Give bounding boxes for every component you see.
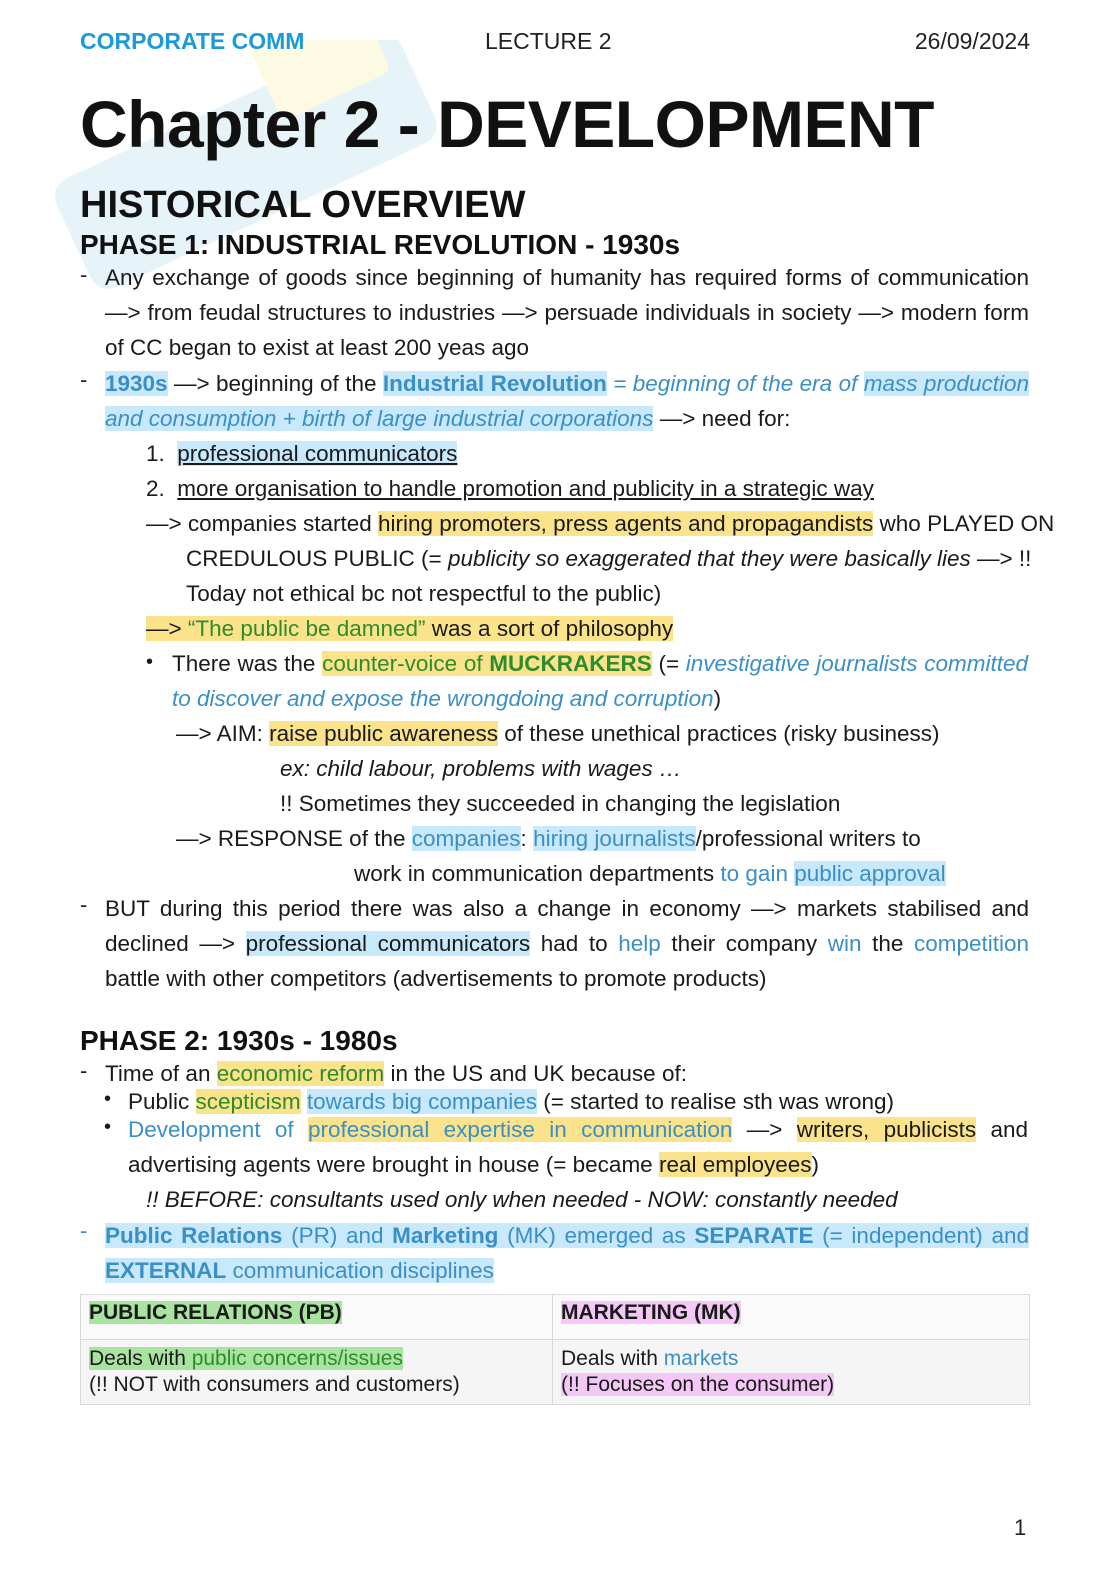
date-label: 26/09/2024 [914,28,1030,54]
response-line-2: work in communication departments to gain public approval [354,861,946,886]
before-now-note: !! BEFORE: consultants used only when needed - NOW: constantly needed [146,1187,898,1212]
hiring-paragraph: —> companies started hiring promoters, press agents and propagandists who PLAYED ON CREDULOUS PUBLIC (= publicity so exaggerated that they were basically lies —> !! Today not ethical bc not respectful to the public) [146,511,1055,606]
pr-vs-mk-table [80,1294,1030,1405]
lecture-label: LECTURE 2 [485,28,612,54]
dash-marker: - [80,262,88,287]
chapter-title: Chapter 2 - DEVELOPMENT [80,87,934,161]
dash-marker: - [80,892,88,917]
response-line: —> RESPONSE of the companies: hiring journalists/professional writers to [176,826,921,851]
phase1-paragraph-1: Any exchange of goods since beginning of humanity has required forms of communication —> from feudal structures to industries —> persuade individuals in society —> modern form of CC began to exist at least 200 yeas ago [105,265,1029,360]
dash-marker: - [80,1218,88,1243]
page-header [80,28,1030,58]
table-cell-mk: Deals with markets (!! Focuses on the consumer) [553,1340,1030,1405]
bullet-dot: • [104,1088,112,1110]
muckrakers-paragraph: There was the counter-voice of MUCKRAKERS (= investigative journalists committed to discover and expose the wrongdoing and corruption) [172,651,1028,711]
course-name: CORPORATE COMM [80,28,305,54]
example-line: ex: child labour, problems with wages … [280,756,682,781]
phase2-heading: PHASE 2: 1930s - 1980s [80,1025,398,1056]
phase1-paragraph-2: 1930s —> beginning of the Industrial Revolution = beginning of the era of mass production and consumption + birth of large industrial corporations —> need for: [105,371,1029,431]
dash-marker: - [80,367,88,392]
dash-marker: - [80,1058,88,1083]
public-be-damned: —> “The public be damned” was a sort of philosophy [146,616,674,641]
phase2-bullet-1: Public scepticism towards big companies (= started to realise sth was wrong) [128,1089,894,1114]
phase1-heading: PHASE 1: INDUSTRIAL REVOLUTION - 1930s [80,229,681,260]
pr-mk-paragraph: Public Relations (PR) and Marketing (MK) emerged as SEPARATE (= independent) and EXTERNAL communication disciplines [105,1223,1029,1283]
page-number: 1 [1014,1515,1027,1540]
table-header-mk: MARKETING (MK) [553,1295,1030,1340]
sometimes-line: !! Sometimes they succeeded in changing the legislation [280,791,841,816]
phase2-bullet-2: Development of professional expertise in communication —> writers, publicists and advertising agents were brought in house (= became real employees) [128,1117,1028,1177]
bullet-dot: • [104,1116,112,1138]
but-paragraph: BUT during this period there was also a change in economy —> markets stabilised and declined —> professional communicators had to help their company win the competition battle with other competitors (advertisements to promote products) [105,896,1030,991]
table-cell-pr: Deals with public concerns/issues (!! NOT with consumers and customers) [81,1340,553,1405]
phase2-paragraph-1: Time of an economic reform in the US and UK because of: [105,1061,687,1086]
section-heading: HISTORICAL OVERVIEW [80,184,526,226]
table-header-pr: PUBLIC RELATIONS (PB) [81,1295,553,1340]
list-item-1: 1. professional communicators [146,441,458,466]
list-item-2: 2. more organisation to handle promotion and publicity in a strategic way [146,476,874,501]
bullet-dot: • [146,651,154,673]
aim-line: —> AIM: raise public awareness of these unethical practices (risky business) [176,721,940,746]
